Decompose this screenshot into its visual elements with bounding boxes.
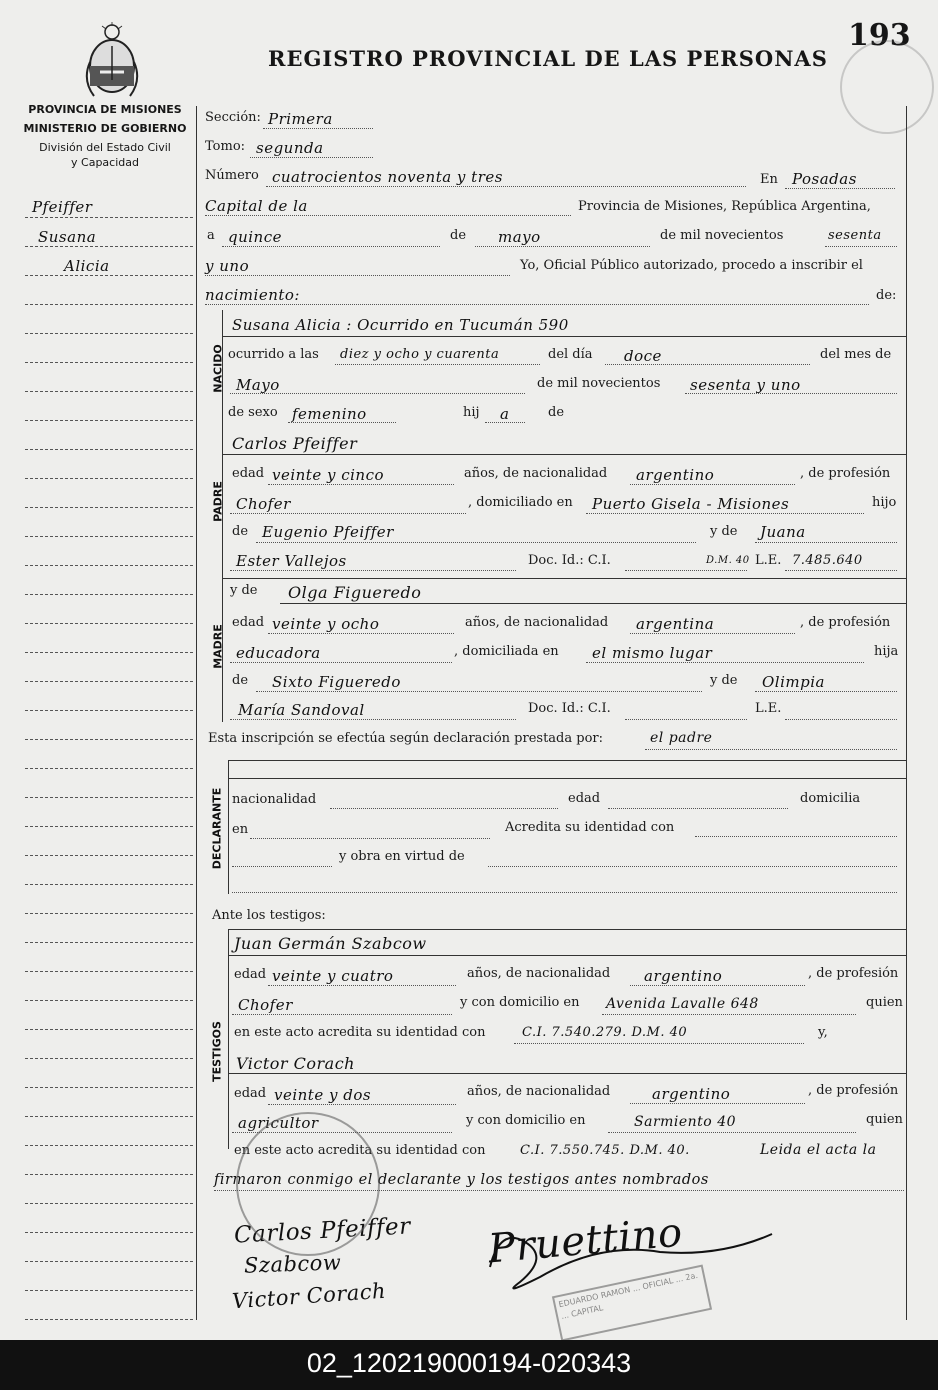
t1-prof-label: , de profesión [808, 966, 899, 981]
org-line-4: y Capacidad [71, 156, 139, 169]
sexo-label: de sexo [228, 405, 278, 420]
padre-madre-value-2: Ester Vallejos [236, 552, 347, 570]
dia-nac-value: doce [624, 347, 662, 365]
madre-padre-value: Sixto Figueredo [272, 673, 401, 691]
nacido-nombre: Susana Alicia : Ocurrido en Tucumán 590 [232, 316, 569, 334]
section-testigos: TESTIGOS [210, 1021, 224, 1082]
t2-acredita-label: en este acto acredita su identidad con [234, 1143, 486, 1158]
madre-le-label: L.E. [755, 701, 782, 716]
anio-value-a: sesenta [828, 228, 882, 243]
t1-dom-value: Avenida Lavalle 648 [606, 996, 759, 1012]
declarante-dom-label: domicilia [800, 791, 861, 806]
madre-hija-label: hija [874, 644, 899, 659]
padre-doc-value: D.M. 40 [706, 555, 750, 566]
madre-dom-value: el mismo lugar [592, 644, 713, 662]
mes-value: mayo [498, 228, 541, 246]
org-line-3: División del Estado Civil [39, 141, 171, 154]
tomo-value: segunda [256, 139, 324, 157]
padre-prof-label: , de profesión [800, 466, 891, 481]
anio-value-b: y uno [205, 257, 250, 275]
padre-le-label: L.E. [755, 553, 782, 568]
dia-value: quince [228, 228, 282, 246]
frame-left [196, 106, 197, 1320]
section-padre: PADRE [211, 481, 225, 522]
section-nacido: NACIDO [211, 344, 225, 393]
frame-right [906, 106, 907, 1320]
ocurrido-label: ocurrido a las [228, 347, 319, 362]
t2-quien-label: quien [866, 1112, 903, 1127]
padre-prof-value: Chofer [236, 495, 291, 513]
seccion-value: Primera [268, 110, 333, 128]
folio-number: 193 [848, 18, 911, 53]
t1-doc-value: C.I. 7.540.279. D.M. 40 [522, 1025, 688, 1040]
t1-prof-value: Chofer [238, 996, 293, 1014]
section-declarante: DECLARANTE [210, 787, 224, 870]
padre-le-value: 7.485.640 [792, 553, 863, 568]
t2-edad-label: edad [234, 1086, 267, 1101]
padre-dom-value: Puerto Gisela - Misiones [592, 495, 790, 513]
declaracion-label: Esta inscripción se efectúa según declaración prestada por: [208, 731, 603, 746]
numero-value: cuatrocientos noventa y tres [272, 168, 503, 186]
en-label: En [760, 172, 778, 187]
padre-yde-label: y de [710, 524, 738, 539]
padre-hijo-label: hijo [872, 495, 897, 510]
madre-madre-value: Olimpia [762, 673, 825, 691]
signature-padre: Carlos Pfeiffer [233, 1213, 412, 1249]
padre-nac-value: argentino [636, 466, 715, 484]
madre-prof-value: educadora [236, 644, 321, 662]
padre-edad-label: edad [232, 466, 265, 481]
madre-edad-value: veinte y ocho [272, 615, 380, 633]
madre-madre-value-2: María Sandoval [238, 701, 365, 719]
org-line-1: PROVINCIA DE MISIONES [28, 103, 182, 116]
padre-doc-label: Doc. Id.: C.I. [528, 553, 611, 568]
padre-padre-value: Eugenio Pfeiffer [262, 523, 394, 541]
t1-acredita-label: en este acto acredita su identidad con [234, 1025, 486, 1040]
org-line-2: MINISTERIO DE GOBIERNO [23, 122, 187, 135]
anio-nac-value: sesenta y uno [690, 376, 801, 394]
padre-nombre: Carlos Pfeiffer [232, 434, 358, 453]
t2-nac-label: años, de nacionalidad [467, 1084, 611, 1099]
madre-edad-label: edad [232, 615, 265, 630]
cierre-text: firmaron conmigo el declarante y los testigos antes nombrados [214, 1172, 709, 1188]
declarante-acredita-label: Acredita su identidad con [505, 820, 675, 835]
mes-nac-value: Mayo [236, 376, 280, 394]
de-nac-label: de [548, 405, 565, 420]
page-title: REGISTRO PROVINCIAL DE LAS PERSONAS [268, 46, 828, 71]
declarante-edad-label: edad [568, 791, 601, 806]
mil-nac-label: de mil novecientos [537, 376, 661, 391]
declarante-en-label: en [232, 822, 249, 837]
signature-testigo-2: Victor Corach [231, 1278, 387, 1314]
padre-madre-value: Juana [760, 523, 806, 541]
hij-value: a [500, 405, 510, 423]
t1-nac-label: años, de nacionalidad [467, 966, 611, 981]
acto-value: nacimiento: [205, 286, 300, 304]
a-label: a [207, 228, 215, 243]
testigos-ante-label: Ante los testigos: [212, 908, 326, 923]
capital-value: Capital de la [205, 197, 308, 215]
madre-doc-label: Doc. Id.: C.I. [528, 701, 611, 716]
padre-nac-label: años, de nacionalidad [464, 466, 608, 481]
t1-quien-label: quien [866, 995, 903, 1010]
provincia-label: Provincia de Misiones, República Argentina, [578, 199, 871, 214]
madre-nac-value: argentina [636, 615, 715, 633]
leida-text: Leida el acta la [760, 1142, 877, 1158]
signature-testigo-1: Szabcow [243, 1250, 342, 1278]
t1-edad-value: veinte y cuatro [272, 967, 394, 985]
madre-nombre: Olga Figueredo [288, 583, 422, 602]
madre-prof-label: , de profesión [800, 615, 891, 630]
hora-value: diez y ocho y cuarenta [340, 347, 500, 362]
del-dia-label: del día [548, 347, 593, 362]
de2-label: de: [876, 288, 897, 303]
section-madre: MADRE [211, 624, 225, 669]
t2-dom-value: Sarmiento 40 [634, 1114, 737, 1130]
tomo-label: Tomo: [205, 139, 246, 154]
yo-label: Yo, Oficial Público autorizado, procedo a inscribir el [520, 258, 863, 273]
en-value: Posadas [792, 170, 857, 188]
t1-y-label: y, [818, 1025, 828, 1040]
seccion-label: Sección: [205, 110, 261, 125]
madre-de-label: de [232, 673, 249, 688]
mil-label: de mil novecientos [660, 228, 784, 243]
margin-surname: Pfeiffer [32, 198, 93, 216]
coat-of-arms-icon [82, 22, 142, 100]
t2-doc-value: C.I. 7.550.745. D.M. 40. [520, 1143, 690, 1158]
hij-label: hij [463, 405, 480, 420]
t2-dom-label: y con domicilio en [466, 1113, 586, 1128]
seal-stamp-top [840, 40, 934, 134]
padre-dom-label: , domiciliado en [468, 495, 573, 510]
t1-nombre: Juan Germán Szabcow [234, 934, 427, 953]
seal-stamp-circle [236, 1112, 380, 1256]
margin-middle-name: Alicia [64, 257, 110, 275]
t2-edad-value: veinte y dos [274, 1086, 372, 1104]
t2-nac-value: argentino [652, 1085, 731, 1103]
madre-dom-label: , domiciliada en [454, 644, 559, 659]
madre-yde-label: y de [230, 583, 258, 598]
de-label: de [450, 228, 467, 243]
margin-first-name: Susana [38, 228, 97, 246]
t2-prof-label: , de profesión [808, 1083, 899, 1098]
signature-oficial: Pruettino [486, 1209, 685, 1273]
declarante-nac-label: nacionalidad [232, 792, 317, 807]
declarante-obra-label: y obra en virtud de [339, 849, 465, 864]
mes-label: del mes de [820, 347, 892, 362]
seal-stamp-text: EDUARDO RAMON ... OFICIAL ... 2a. ... CAPITAL [557, 1270, 699, 1321]
padre-de-label: de [232, 524, 249, 539]
t1-nac-value: argentino [644, 967, 723, 985]
declaracion-value: el padre [650, 730, 713, 746]
padre-edad-value: veinte y cinco [272, 466, 385, 484]
t1-dom-label: y con domicilio en [460, 995, 580, 1010]
numero-label: Número [205, 168, 259, 183]
t2-nombre: Victor Corach [236, 1054, 355, 1073]
madre-yde2-label: y de [710, 673, 738, 688]
t2-prof-value: agricultor [238, 1114, 319, 1132]
t1-edad-label: edad [234, 967, 267, 982]
sexo-value: femenino [292, 405, 367, 423]
madre-nac-label: años, de nacionalidad [465, 615, 609, 630]
image-id-footer: 02_120219000194-020343 [0, 1340, 938, 1390]
